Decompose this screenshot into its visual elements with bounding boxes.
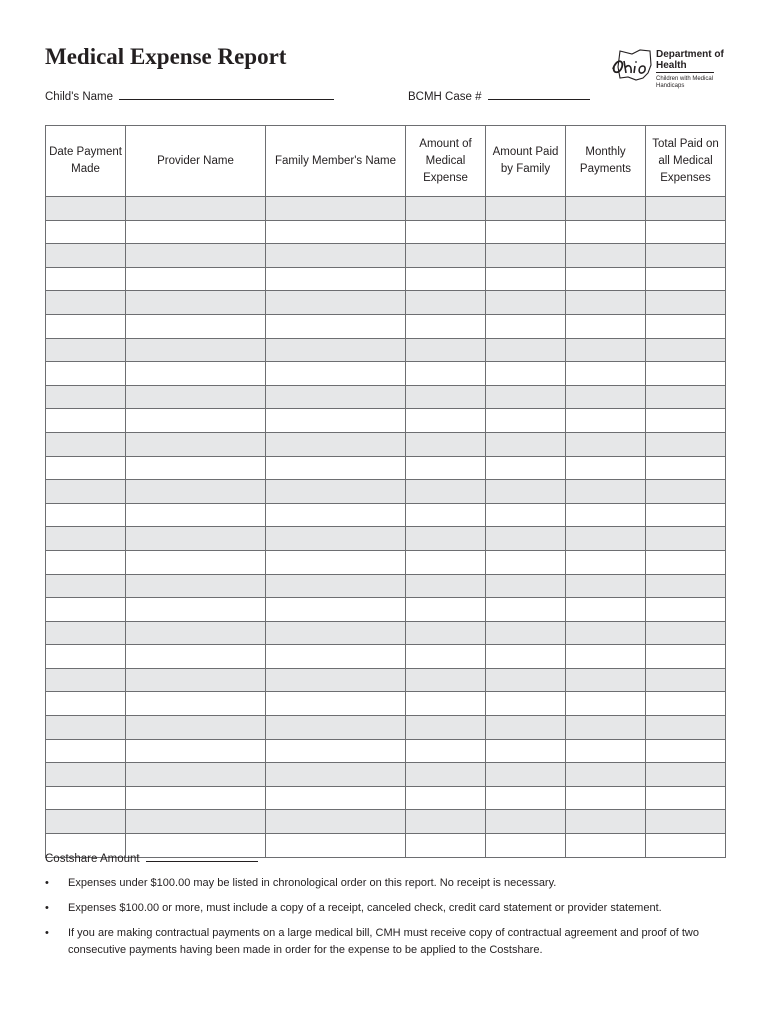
bcmh-case-blank[interactable]: [488, 89, 590, 100]
table-cell[interactable]: [46, 220, 126, 244]
table-cell[interactable]: [126, 480, 266, 504]
table-cell[interactable]: [266, 409, 406, 433]
table-cell[interactable]: [266, 480, 406, 504]
table-cell[interactable]: [126, 314, 266, 338]
table-cell[interactable]: [126, 432, 266, 456]
table-row: [46, 574, 726, 598]
table-cell[interactable]: [266, 503, 406, 527]
table-cell[interactable]: [126, 267, 266, 291]
list-item: [45, 925, 725, 959]
table-row: [46, 220, 726, 244]
table-header-row: [46, 126, 726, 197]
table-cell[interactable]: [46, 456, 126, 480]
table-cell[interactable]: [126, 291, 266, 315]
table-cell[interactable]: [266, 834, 406, 858]
table-cell[interactable]: [646, 763, 726, 787]
table-cell[interactable]: [266, 527, 406, 551]
table-cell[interactable]: [406, 739, 486, 763]
table-cell[interactable]: [486, 220, 566, 244]
table-cell[interactable]: [406, 267, 486, 291]
table-cell[interactable]: [406, 362, 486, 386]
table-cell[interactable]: [566, 527, 646, 551]
table-cell[interactable]: [566, 574, 646, 598]
table-cell[interactable]: [566, 668, 646, 692]
table-cell[interactable]: [126, 338, 266, 362]
table-cell[interactable]: [646, 244, 726, 268]
table-cell[interactable]: [646, 834, 726, 858]
table-row: [46, 503, 726, 527]
table-cell[interactable]: [266, 645, 406, 669]
table-cell[interactable]: [646, 338, 726, 362]
table-cell[interactable]: [566, 739, 646, 763]
table-cell[interactable]: [486, 574, 566, 598]
table-cell[interactable]: [646, 550, 726, 574]
table-cell[interactable]: [646, 291, 726, 315]
table-row: [46, 432, 726, 456]
table-cell[interactable]: [126, 692, 266, 716]
table-cell[interactable]: [566, 385, 646, 409]
table-cell[interactable]: [126, 220, 266, 244]
bullet-icon: •: [45, 902, 49, 914]
table-cell[interactable]: [646, 645, 726, 669]
table-cell[interactable]: [406, 432, 486, 456]
table-row: [46, 645, 726, 669]
table-cell[interactable]: [486, 550, 566, 574]
table-cell[interactable]: [46, 432, 126, 456]
table-cell[interactable]: [266, 763, 406, 787]
table-cell[interactable]: [566, 621, 646, 645]
table-cell[interactable]: [126, 739, 266, 763]
costshare-field[interactable]: [45, 851, 258, 865]
table-cell[interactable]: [486, 716, 566, 740]
childs-name-blank[interactable]: [119, 89, 334, 100]
logo-department-text: Department of Health: [656, 49, 724, 71]
table-row: [46, 598, 726, 622]
table-cell[interactable]: [126, 621, 266, 645]
table-cell[interactable]: [266, 267, 406, 291]
ohio-state-icon: [610, 47, 654, 83]
table-cell[interactable]: [646, 480, 726, 504]
table-cell[interactable]: [46, 385, 126, 409]
table-cell[interactable]: [486, 385, 566, 409]
note-text: Expenses under $100.00 may be listed in chronological order on this report. No receipt is necessary.: [68, 877, 557, 889]
table-cell[interactable]: [486, 621, 566, 645]
table-cell[interactable]: [46, 409, 126, 433]
table-cell[interactable]: [126, 362, 266, 386]
table-cell[interactable]: [46, 314, 126, 338]
table-cell[interactable]: [566, 692, 646, 716]
table-cell[interactable]: [646, 503, 726, 527]
table-cell[interactable]: [486, 503, 566, 527]
bullet-icon: •: [45, 877, 49, 889]
table-cell[interactable]: [646, 362, 726, 386]
table-cell[interactable]: [46, 550, 126, 574]
table-cell[interactable]: [406, 197, 486, 221]
table-cell[interactable]: [646, 692, 726, 716]
table-cell[interactable]: [406, 692, 486, 716]
table-cell[interactable]: [46, 645, 126, 669]
table-cell[interactable]: [126, 527, 266, 551]
table-cell[interactable]: [566, 786, 646, 810]
table-row: [46, 763, 726, 787]
table-cell[interactable]: [566, 267, 646, 291]
table-cell[interactable]: [266, 220, 406, 244]
table-cell[interactable]: [406, 503, 486, 527]
note-text: If you are making contractual payments on a large medical bill, CMH must receive copy of contractual agreement and proof of two consecutive payments having been made in order for the expense to be applied to the Costshare.: [68, 927, 699, 956]
table-cell[interactable]: [566, 314, 646, 338]
table-cell[interactable]: [486, 338, 566, 362]
table-cell[interactable]: [566, 716, 646, 740]
instructions-list: [45, 875, 725, 967]
table-cell[interactable]: [406, 668, 486, 692]
table-row: [46, 716, 726, 740]
bcmh-case-label: BCMH Case #: [408, 91, 482, 103]
table-cell[interactable]: [646, 197, 726, 221]
table-cell[interactable]: [46, 503, 126, 527]
header-monthly-payments: Monthly Payments: [566, 126, 646, 197]
table-cell[interactable]: [486, 810, 566, 834]
table-cell[interactable]: [46, 527, 126, 551]
table-cell[interactable]: [126, 456, 266, 480]
table-row: [46, 244, 726, 268]
table-cell[interactable]: [266, 338, 406, 362]
table-row: [46, 409, 726, 433]
table-cell[interactable]: [266, 668, 406, 692]
table-cell[interactable]: [486, 291, 566, 315]
table-cell[interactable]: [266, 197, 406, 221]
table-cell[interactable]: [646, 716, 726, 740]
table-cell[interactable]: [406, 409, 486, 433]
table-cell[interactable]: [406, 598, 486, 622]
table-cell[interactable]: [266, 432, 406, 456]
list-item: [45, 875, 725, 892]
table-cell[interactable]: [126, 716, 266, 740]
table-cell[interactable]: [46, 574, 126, 598]
table-cell[interactable]: [566, 409, 646, 433]
logo-divider: [656, 72, 714, 73]
table-cell[interactable]: [406, 786, 486, 810]
table-cell[interactable]: [406, 810, 486, 834]
table-cell[interactable]: [126, 503, 266, 527]
table-cell[interactable]: [126, 645, 266, 669]
header-amount-paid-by-family: Amount Paid by Family: [486, 126, 566, 197]
table-cell[interactable]: [486, 834, 566, 858]
table-cell[interactable]: [46, 739, 126, 763]
table-cell[interactable]: [566, 645, 646, 669]
table-cell[interactable]: [646, 574, 726, 598]
table-cell[interactable]: [406, 834, 486, 858]
table-row: [46, 385, 726, 409]
table-cell[interactable]: [566, 338, 646, 362]
table-row: [46, 810, 726, 834]
table-cell[interactable]: [566, 503, 646, 527]
table-cell[interactable]: [486, 527, 566, 551]
table-cell[interactable]: [46, 480, 126, 504]
table-row: [46, 739, 726, 763]
table-cell[interactable]: [406, 763, 486, 787]
costshare-blank[interactable]: [146, 851, 258, 862]
table-cell[interactable]: [126, 550, 266, 574]
table-cell[interactable]: [486, 480, 566, 504]
table-cell[interactable]: [486, 314, 566, 338]
header-total-paid: Total Paid on all Medical Expenses: [646, 126, 726, 197]
header-amount-of-medical-expense: Amount of Medical Expense: [406, 126, 486, 197]
page-title: Medical Expense Report: [45, 44, 287, 69]
table-cell[interactable]: [406, 621, 486, 645]
table-cell[interactable]: [566, 291, 646, 315]
table-row: [46, 314, 726, 338]
table-cell[interactable]: [126, 598, 266, 622]
table-cell[interactable]: [486, 197, 566, 221]
table-cell[interactable]: [486, 786, 566, 810]
table-cell[interactable]: [566, 598, 646, 622]
table-cell[interactable]: [266, 314, 406, 338]
table-cell[interactable]: [406, 480, 486, 504]
table-cell[interactable]: [126, 763, 266, 787]
table-cell[interactable]: [126, 385, 266, 409]
table-cell[interactable]: [646, 786, 726, 810]
header-family-members-name: Family Member's Name: [266, 126, 406, 197]
table-cell[interactable]: [646, 810, 726, 834]
table-cell[interactable]: [266, 739, 406, 763]
table-cell[interactable]: [406, 220, 486, 244]
table-cell[interactable]: [46, 267, 126, 291]
table-row: [46, 197, 726, 221]
table-cell[interactable]: [406, 338, 486, 362]
table-cell[interactable]: [46, 244, 126, 268]
table-cell[interactable]: [406, 574, 486, 598]
table-cell[interactable]: [486, 432, 566, 456]
table-cell[interactable]: [486, 244, 566, 268]
table-cell[interactable]: [486, 409, 566, 433]
ohio-department-of-health-logo: [610, 47, 730, 97]
table-cell[interactable]: [646, 739, 726, 763]
table-cell[interactable]: [566, 550, 646, 574]
table-row: [46, 692, 726, 716]
table-cell[interactable]: [46, 668, 126, 692]
table-cell[interactable]: [646, 432, 726, 456]
table-cell[interactable]: [646, 267, 726, 291]
logo-program-text: Children with Medical Handicaps: [656, 76, 714, 89]
table-cell[interactable]: [126, 810, 266, 834]
table-cell[interactable]: [126, 197, 266, 221]
expense-table: [45, 125, 726, 858]
table-cell[interactable]: [486, 668, 566, 692]
table-cell[interactable]: [266, 716, 406, 740]
table-cell[interactable]: [46, 197, 126, 221]
table-cell[interactable]: [266, 456, 406, 480]
table-cell[interactable]: [566, 432, 646, 456]
table-cell[interactable]: [486, 456, 566, 480]
note-text: Expenses $100.00 or more, must include a copy of a receipt, canceled check, credit card statement or provider statement.: [68, 902, 662, 914]
table-cell[interactable]: [126, 409, 266, 433]
table-cell[interactable]: [266, 385, 406, 409]
table-cell[interactable]: [486, 362, 566, 386]
table-cell[interactable]: [266, 598, 406, 622]
costshare-label: Costshare Amount: [45, 853, 140, 865]
table-cell[interactable]: [126, 786, 266, 810]
table-cell[interactable]: [46, 598, 126, 622]
table-cell[interactable]: [566, 220, 646, 244]
table-cell[interactable]: [646, 385, 726, 409]
table-row: [46, 668, 726, 692]
table-cell[interactable]: [646, 598, 726, 622]
table-cell[interactable]: [646, 314, 726, 338]
table-row: [46, 480, 726, 504]
header-date-payment-made: Date Payment Made: [46, 126, 126, 197]
bcmh-case-field[interactable]: [408, 89, 590, 103]
table-cell[interactable]: [266, 362, 406, 386]
table-cell[interactable]: [266, 786, 406, 810]
table-cell[interactable]: [266, 692, 406, 716]
table-cell[interactable]: [46, 692, 126, 716]
table-cell[interactable]: [486, 763, 566, 787]
table-cell[interactable]: [566, 456, 646, 480]
table-cell[interactable]: [46, 291, 126, 315]
table-cell[interactable]: [46, 810, 126, 834]
table-row: [46, 527, 726, 551]
list-item: [45, 900, 725, 917]
table-cell[interactable]: [266, 621, 406, 645]
table-cell[interactable]: [566, 244, 646, 268]
header-provider-name: Provider Name: [126, 126, 266, 197]
childs-name-label: Child's Name: [45, 91, 114, 103]
table-cell[interactable]: [566, 834, 646, 858]
table-row: [46, 267, 726, 291]
table-cell[interactable]: [646, 409, 726, 433]
table-cell[interactable]: [406, 456, 486, 480]
table-cell[interactable]: [126, 244, 266, 268]
table-cell[interactable]: [566, 763, 646, 787]
table-cell[interactable]: [646, 527, 726, 551]
table-row: [46, 362, 726, 386]
table-cell[interactable]: [126, 574, 266, 598]
table-cell[interactable]: [266, 550, 406, 574]
table-cell[interactable]: [46, 362, 126, 386]
table-cell[interactable]: [46, 786, 126, 810]
table-cell[interactable]: [406, 550, 486, 574]
table-cell[interactable]: [486, 692, 566, 716]
table-cell[interactable]: [46, 763, 126, 787]
table-cell[interactable]: [566, 810, 646, 834]
table-cell[interactable]: [406, 716, 486, 740]
bullet-icon: •: [45, 927, 49, 939]
table-cell[interactable]: [46, 716, 126, 740]
table-cell[interactable]: [266, 291, 406, 315]
table-cell[interactable]: [266, 574, 406, 598]
table-cell[interactable]: [566, 197, 646, 221]
table-cell[interactable]: [266, 810, 406, 834]
table-row: [46, 338, 726, 362]
table-cell[interactable]: [486, 267, 566, 291]
table-cell[interactable]: [486, 645, 566, 669]
table-cell[interactable]: [406, 527, 486, 551]
table-cell[interactable]: [406, 291, 486, 315]
table-cell[interactable]: [566, 362, 646, 386]
table-cell[interactable]: [646, 456, 726, 480]
table-cell[interactable]: [406, 645, 486, 669]
table-cell[interactable]: [646, 668, 726, 692]
table-cell[interactable]: [486, 598, 566, 622]
table-row: [46, 456, 726, 480]
table-cell[interactable]: [646, 621, 726, 645]
table-cell[interactable]: [46, 621, 126, 645]
table-row: [46, 550, 726, 574]
table-cell[interactable]: [646, 220, 726, 244]
table-cell[interactable]: [266, 244, 406, 268]
table-cell[interactable]: [406, 385, 486, 409]
table-row: [46, 621, 726, 645]
table-row: [46, 786, 726, 810]
table-cell[interactable]: [126, 668, 266, 692]
table-cell[interactable]: [486, 739, 566, 763]
table-cell[interactable]: [566, 480, 646, 504]
childs-name-field[interactable]: [45, 89, 334, 103]
table-row: [46, 291, 726, 315]
table-cell[interactable]: [406, 244, 486, 268]
table-cell[interactable]: [46, 338, 126, 362]
table-cell[interactable]: [406, 314, 486, 338]
expense-table-body: [46, 197, 726, 858]
